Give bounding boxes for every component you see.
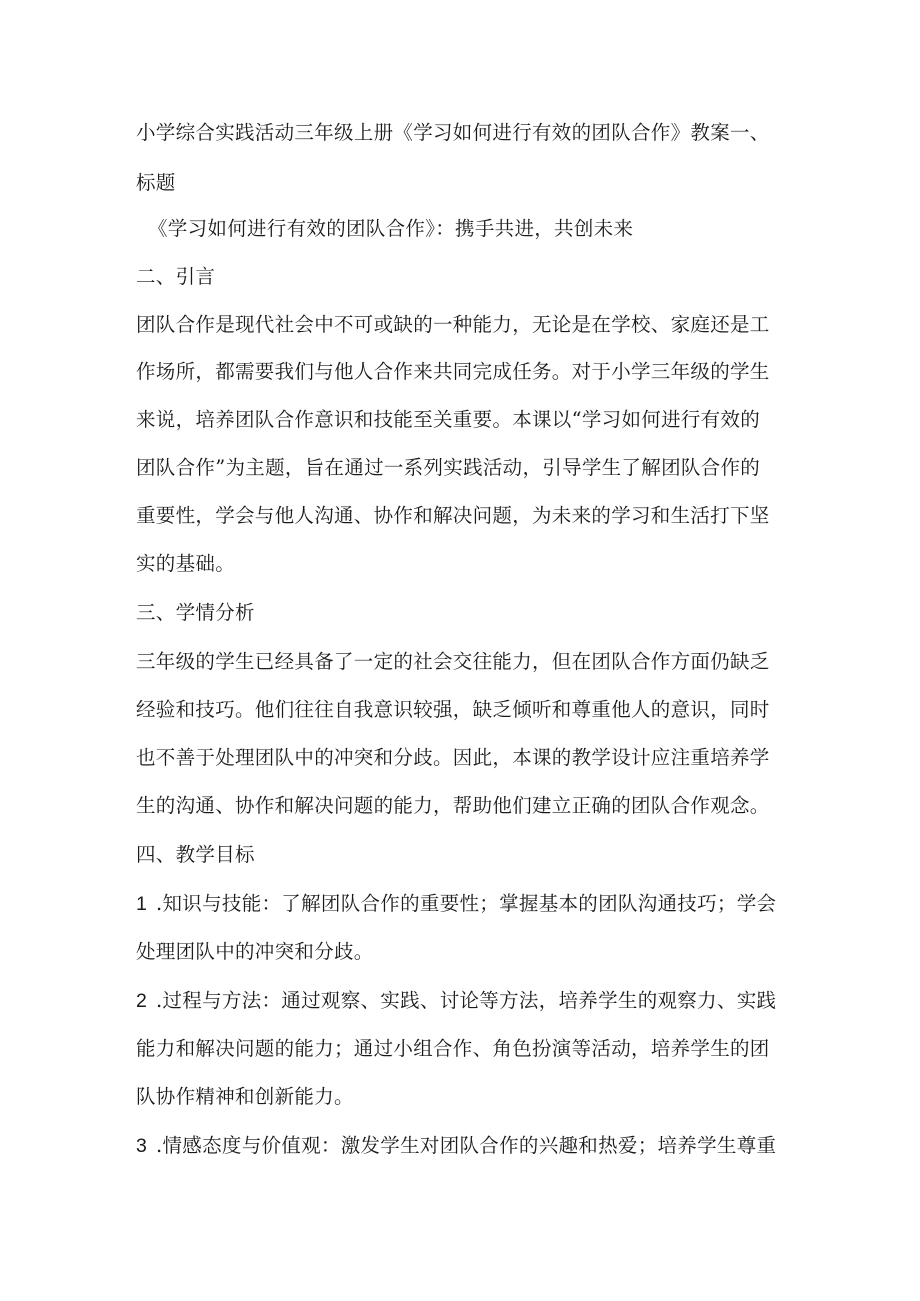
intro-paragraph-line: 实的基础。 bbox=[136, 552, 236, 575]
objective-continuation: 处理团队中的冲突和分歧。 bbox=[136, 940, 374, 963]
objective-item-1 bbox=[136, 891, 776, 917]
objective-text: .情感态度与价值观：激发学生对团队合作的兴趣和热爱；培养学生尊重 bbox=[156, 1134, 777, 1157]
objective-number: 1 bbox=[136, 893, 148, 915]
section-heading-objectives: 四、教学目标 bbox=[136, 843, 255, 866]
intro-paragraph-line: 作场所，都需要我们与他人合作来共同完成任务。对于小学三年级的学生 bbox=[136, 360, 770, 383]
analysis-paragraph-line: 经验和技巧。他们往往自我意识较强，缺乏倾听和尊重他人的意识，同时 bbox=[136, 698, 770, 721]
objective-item-3 bbox=[136, 1133, 776, 1159]
intro-paragraph-line: 来说，培养团队合作意识和技能至关重要。本课以“学习如何进行有效的 bbox=[136, 408, 761, 431]
analysis-paragraph-line: 也不善于处理团队中的冲突和分歧。因此，本课的教学设计应注重培养学 bbox=[136, 746, 770, 769]
objective-text: .过程与方法：通过观察、实践、讨论等方法，培养学生的观察力、实践 bbox=[156, 989, 777, 1012]
intro-paragraph-line: 重要性，学会与他人沟通、协作和解决问题，为未来的学习和生活打下坚 bbox=[136, 504, 770, 527]
section-heading-introduction: 二、引言 bbox=[136, 265, 216, 288]
intro-paragraph-line: 团队合作是现代社会中不可或缺的一种能力，无论是在学校、家庭还是工 bbox=[136, 313, 770, 336]
objective-continuation: 能力和解决问题的能力；通过小组合作、角色扮演等活动，培养学生的团 bbox=[136, 1037, 770, 1060]
objective-continuation: 队协作精神和创新能力。 bbox=[136, 1085, 354, 1108]
section-heading-student-analysis: 三、学情分析 bbox=[136, 601, 255, 624]
objective-text: .知识与技能：了解团队合作的重要性；掌握基本的团队沟通技巧；学会 bbox=[156, 892, 777, 915]
objective-number: 3 bbox=[136, 1135, 148, 1157]
analysis-paragraph-line: 生的沟通、协作和解决问题的能力，帮助他们建立正确的团队合作观念。 bbox=[136, 794, 770, 817]
section-heading-title: 标题 bbox=[136, 171, 176, 194]
objective-item-2 bbox=[136, 988, 776, 1014]
objective-number: 2 bbox=[136, 990, 148, 1012]
intro-paragraph-line: 团队合作”为主题，旨在通过一系列实践活动，引导学生了解团队合作的 bbox=[136, 456, 761, 479]
analysis-paragraph-line: 三年级的学生已经具备了一定的社会交往能力，但在团队合作方面仍缺乏 bbox=[136, 650, 770, 673]
doc-title-line: 小学综合实践活动三年级上册《学习如何进行有效的团队合作》教案一、 bbox=[136, 121, 770, 144]
lesson-title: 《学习如何进行有效的团队合作》：携手共进，共创未来 bbox=[148, 217, 634, 240]
